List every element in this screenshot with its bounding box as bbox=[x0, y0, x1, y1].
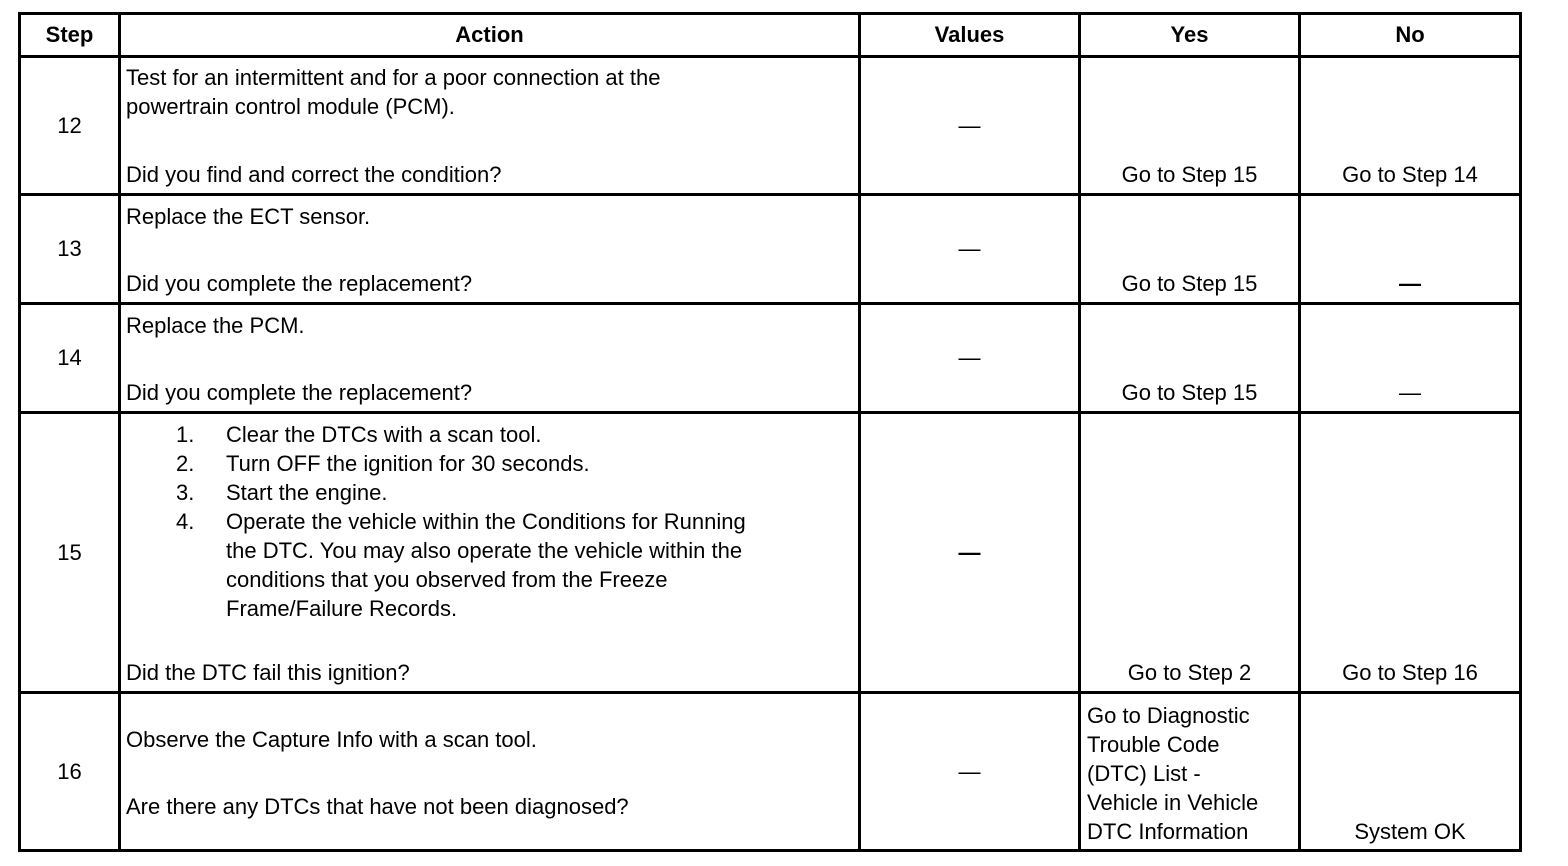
action-text: Replace the PCM. bbox=[126, 313, 305, 338]
action-text bbox=[126, 63, 660, 121]
step-number: 15 bbox=[57, 539, 82, 565]
list-item bbox=[126, 507, 856, 623]
list-text: conditions that you observed from the Freeze bbox=[226, 567, 668, 592]
table-row bbox=[21, 414, 1519, 694]
action-question: Did you find and correct the condition? bbox=[126, 162, 502, 187]
yes-cell: Go to Step 15 bbox=[1121, 271, 1258, 296]
values-cell: — bbox=[958, 236, 981, 261]
yes-line: Vehicle in Vehicle bbox=[1087, 790, 1259, 815]
column-divider bbox=[1298, 15, 1301, 849]
diagnostic-table bbox=[18, 12, 1522, 852]
yes-line: Trouble Code bbox=[1087, 732, 1220, 757]
table-row bbox=[21, 305, 1519, 414]
no-cell: Go to Step 16 bbox=[1342, 660, 1478, 685]
list-number: 4. bbox=[176, 509, 195, 534]
action-text: Replace the ECT sensor. bbox=[126, 204, 371, 229]
action-steps-list bbox=[126, 420, 856, 623]
values-cell: — bbox=[958, 112, 981, 138]
table-header-row bbox=[21, 15, 1519, 58]
header-yes: Yes bbox=[1170, 22, 1209, 47]
column-divider bbox=[1078, 15, 1081, 849]
yes-cell: Go to Step 2 bbox=[1127, 660, 1252, 685]
list-item bbox=[126, 478, 856, 507]
list-text: Clear the DTCs with a scan tool. bbox=[226, 422, 542, 447]
action-line: Test for an intermittent and for a poor connection at the bbox=[126, 65, 661, 90]
list-item bbox=[126, 420, 856, 449]
list-number: 1. bbox=[176, 422, 195, 447]
action-line: powertrain control module (PCM). bbox=[126, 94, 455, 119]
step-number: 12 bbox=[57, 112, 82, 138]
list-number: 3. bbox=[176, 480, 195, 505]
yes-line: Go to Diagnostic bbox=[1087, 703, 1250, 728]
yes-line: (DTC) List - bbox=[1087, 761, 1201, 786]
step-number: 13 bbox=[57, 236, 82, 261]
yes-line: DTC Information bbox=[1087, 819, 1249, 844]
list-text: Operate the vehicle within the Conditions for Running bbox=[226, 509, 746, 534]
list-text: Start the engine. bbox=[226, 480, 388, 505]
values-cell: — bbox=[958, 345, 981, 370]
table-row bbox=[21, 58, 1519, 196]
header-no: No bbox=[1395, 22, 1425, 47]
header-values: Values bbox=[934, 22, 1005, 47]
list-text: Turn OFF the ignition for 30 seconds. bbox=[226, 451, 590, 476]
action-question: Did you complete the replacement? bbox=[126, 271, 473, 296]
list-text: Frame/Failure Records. bbox=[226, 596, 458, 621]
yes-cell: Go to Step 15 bbox=[1121, 380, 1258, 405]
step-number: 14 bbox=[57, 345, 82, 370]
table-row bbox=[21, 694, 1519, 849]
step-number: 16 bbox=[57, 758, 82, 784]
values-cell: — bbox=[958, 539, 981, 565]
action-question: Are there any DTCs that have not been diagnosed? bbox=[126, 794, 629, 819]
column-divider bbox=[858, 15, 861, 849]
list-text: the DTC. You may also operate the vehicle within the bbox=[226, 538, 743, 563]
list-item bbox=[126, 449, 856, 478]
column-divider bbox=[118, 15, 121, 849]
no-cell: — bbox=[1399, 380, 1421, 405]
action-question: Did the DTC fail this ignition? bbox=[126, 660, 410, 685]
action-question: Did you complete the replacement? bbox=[126, 380, 473, 405]
header-step: Step bbox=[45, 22, 94, 47]
yes-cell: Go to Step 15 bbox=[1121, 162, 1258, 187]
header-action: Action bbox=[455, 22, 524, 47]
values-cell: — bbox=[958, 758, 981, 784]
no-cell: System OK bbox=[1354, 819, 1466, 844]
list-number: 2. bbox=[176, 451, 195, 476]
no-cell: Go to Step 14 bbox=[1342, 162, 1478, 187]
yes-cell bbox=[1087, 701, 1258, 846]
table-row bbox=[21, 196, 1519, 305]
no-cell: — bbox=[1399, 271, 1421, 296]
action-text: Observe the Capture Info with a scan tool. bbox=[126, 727, 537, 752]
